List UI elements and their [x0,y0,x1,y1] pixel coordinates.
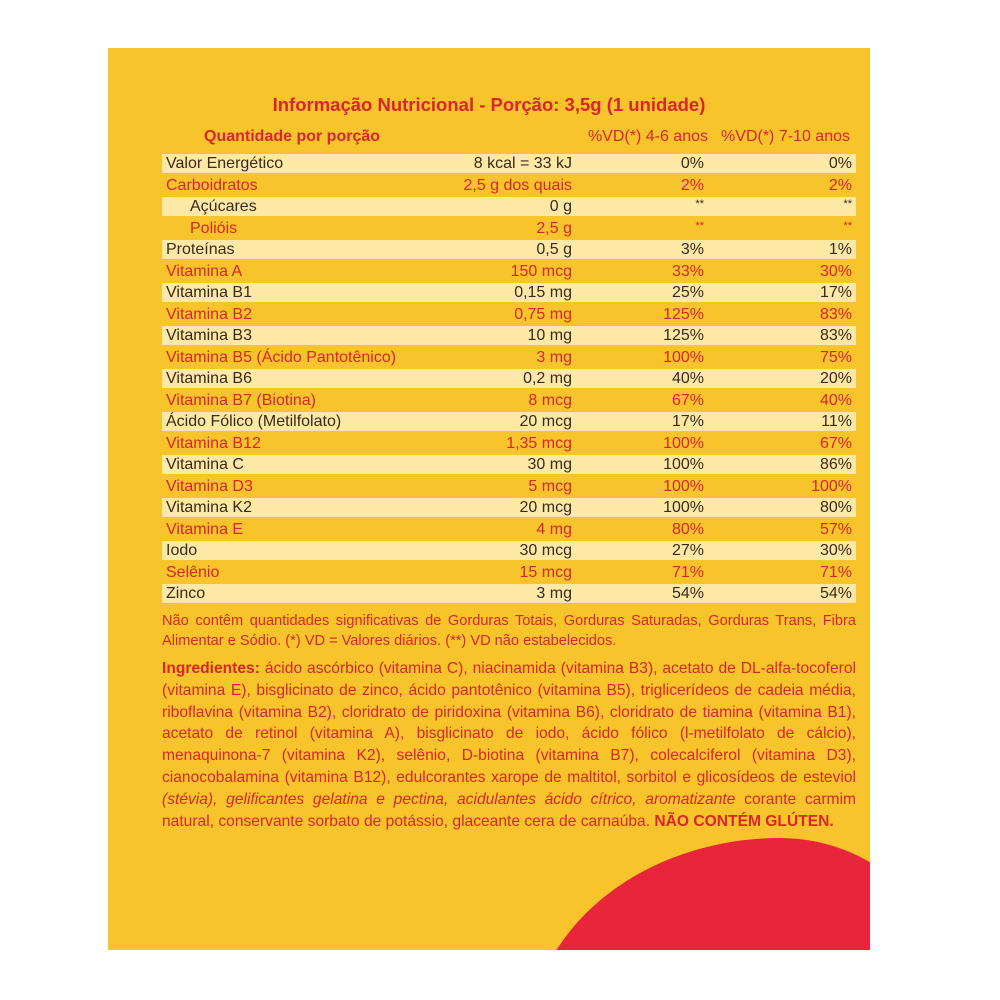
nutrient-quantity: 3 mg [536,585,572,602]
nutrient-quantity: 4 mg [536,520,572,538]
vd-4-6-value: 80% [671,520,704,538]
nutrition-panel [108,48,870,950]
vd-4-6-value: 27% [671,542,704,559]
vd-7-10-value: 11% [821,413,852,430]
table-title: Informação Nutricional - Porção: 3,5g (1 unidade) [272,94,706,115]
nutrient-name: Carboidratos [166,176,258,194]
nutrient-name: Vitamina B7 (Biotina) [166,391,316,409]
table-row [162,153,856,175]
nutrient-name: Vitamina B1 [166,284,252,301]
vd-4-6-value: 67% [671,391,704,409]
vd-4-6-value: 54% [671,585,704,602]
vd-7-10-value: 67% [819,434,852,452]
nutrient-name: Vitamina K2 [166,499,252,516]
table-row [162,282,856,304]
nutrient-name: Açúcares [190,198,257,215]
vd-7-10-value: ** [843,198,852,210]
row-band [162,477,856,496]
table-row [162,519,856,541]
decorative-red-blob [528,838,870,950]
row-band [162,240,856,259]
row-band [162,326,856,345]
header-quantity: Quantidade por porção [204,128,381,145]
nutrient-quantity: 2,5 g [536,219,572,237]
nutrient-name: Vitamina E [166,520,244,538]
vd-7-10-value: 0% [828,155,852,172]
nutrient-quantity: 0,75 mg [514,305,572,323]
vd-4-6-value: 71% [671,563,704,581]
table-row [162,368,856,390]
nutrient-name: Vitamina A [166,262,243,280]
table-row [162,454,856,476]
nutrient-name: Vitamina B5 (Ácido Pantotênico) [166,348,397,366]
vd-4-6-value: 3% [680,241,704,258]
row-band [162,541,856,560]
nutrient-name: Zinco [166,585,206,602]
row-band [162,369,856,388]
table-row [162,325,856,347]
nutrient-quantity: 0,15 mg [514,284,572,301]
nutrient-quantity: 0,2 mg [523,370,572,387]
vd-7-10-value: 54% [819,585,852,602]
table-row [162,583,856,605]
nutrient-name: Vitamina B6 [166,370,252,387]
nutrient-quantity: 30 mg [527,456,572,473]
gluten-free-notice: NÃO CONTÉM GLÚTEN. [654,812,834,830]
nutrient-name: Vitamina C [166,456,244,473]
nutrient-quantity: 0 g [549,198,572,215]
nutrient-quantity: 10 mg [527,327,572,344]
ingredients-body-2: corante carmim natural, conservante sorbato de potássio, glaceante cera de carnaúba. [162,790,856,830]
vd-7-10-value: 71% [819,563,852,581]
vd-4-6-value: 25% [671,284,704,301]
vd-7-10-value: 40% [819,391,852,409]
table-row [162,540,856,562]
nutrient-quantity: 2,5 g dos quais [463,176,572,194]
nutrient-quantity: 8 kcal = 33 kJ [473,155,572,172]
nutrient-name: Proteínas [166,241,235,258]
vd-4-6-value: 125% [663,327,704,344]
nutrient-quantity: 5 mcg [528,477,572,495]
row-band [162,283,856,302]
nutrient-quantity: 3 mg [536,348,572,366]
ingredients-label: Ingredientes: [162,660,260,677]
nutrition-table [162,153,856,605]
nutrient-quantity: 150 mcg [510,262,572,280]
nutrient-quantity: 8 mcg [528,391,572,409]
vd-7-10-value: 80% [819,499,852,516]
vd-4-6-value: 17% [671,413,704,430]
row-band [162,563,856,582]
nutrient-name: Ácido Fólico (Metilfolato) [166,413,342,430]
table-row [162,196,856,218]
nutrient-name: Valor Energético [166,155,284,172]
table-row [162,433,856,455]
nutrient-quantity: 20 mcg [519,413,572,430]
row-band [162,498,856,517]
nutrient-quantity: 20 mcg [519,499,572,516]
nutrient-name: Vitamina B12 [166,434,261,452]
vd-4-6-value: ** [695,198,704,210]
table-row [162,304,856,326]
row-band [162,520,856,539]
row-band [162,262,856,281]
table-row [162,497,856,519]
vd-4-6-value: 0% [680,155,704,172]
vd-7-10-value: ** [843,219,852,232]
table-row [162,175,856,197]
vd-7-10-value: 83% [819,305,852,323]
vd-7-10-value: 30% [819,262,852,280]
nutrient-name: Selênio [166,563,220,581]
vd-7-10-value: 20% [819,370,852,387]
row-band [162,584,856,603]
nutrient-name: Iodo [166,542,198,559]
vd-4-6-value: 33% [671,262,704,280]
vd-4-6-value: 40% [671,370,704,387]
table-row [162,261,856,283]
table-row [162,390,856,412]
vd-7-10-value: 30% [819,542,852,559]
vd-7-10-value: 2% [828,176,852,194]
vd-4-6-value: 100% [663,434,704,452]
vd-4-6-value: 125% [663,305,704,323]
vd-7-10-value: 75% [819,348,852,366]
nutrient-quantity: 0,5 g [536,241,572,258]
nutrient-name: Vitamina D3 [166,477,253,495]
nutrient-quantity: 1,35 mcg [506,434,572,452]
vd-4-6-value: ** [695,219,704,232]
vd-4-6-value: 100% [663,477,704,495]
header-vd-7-10: %VD(*) 7-10 anos [721,128,850,145]
vd-7-10-value: 1% [828,241,852,258]
vd-4-6-value: 100% [663,456,704,473]
ingredients-body: ácido ascórbico (vitamina C), niacinamida (vitamina B3), acetato de DL-alfa-tocoferol (vitamina E), bisglicinato de zinco, ácido pantotênico (vitamina B5), triglicerídeos de cadeia média, riboflavina (vitamina B2), cloridrato de piridoxina (vitamina B6), cloridrato de tiamina (vitamina B1), acetato de retinol (vitamina A), bisglicinato de iodo, ácido fólico (l-metilfolato de cálcio), menaquinona-7 (vitamina K2), selênio, D-biotina (vitamina B7), colecalciferol (vitamina D3), cianocobalamina (vitamina B12), edulcorantes xarope de maltitol, sorbitol e glicosídeos de esteviol [162,660,856,786]
table-row [162,218,856,240]
vd-4-6-value: 100% [663,348,704,366]
table-row [162,476,856,498]
ingredients-italic: (stévia), gelificantes gelatina e pectina, acidulantes ácido cítrico, aromatizante [162,790,736,808]
row-band [162,197,856,216]
footnote: Não contêm quantidades significativas de Gorduras Totais, Gorduras Saturadas, Gorduras Trans, Fibra Alimentar e Sódio. (*) VD = Valores diários. (**) VD não estabelecidos. [162,613,856,649]
vd-7-10-value: 86% [819,456,852,473]
nutrient-name: Vitamina B3 [166,327,252,344]
vd-7-10-value: 57% [819,520,852,538]
vd-7-10-value: 100% [811,477,852,495]
vd-7-10-value: 17% [819,284,852,301]
table-row [162,347,856,369]
row-band [162,455,856,474]
row-band [162,305,856,324]
ingredients-text [162,658,856,832]
table-row [162,239,856,261]
vd-7-10-value: 83% [819,327,852,344]
nutrient-quantity: 30 mcg [519,542,572,559]
nutrient-name: Polióis [190,219,238,237]
nutrient-name: Vitamina B2 [166,305,252,323]
table-row [162,562,856,584]
row-band [162,219,856,238]
vd-4-6-value: 100% [663,499,704,516]
header-vd-4-6: %VD(*) 4-6 anos [587,128,708,145]
table-row [162,411,856,433]
vd-4-6-value: 2% [680,176,704,194]
nutrient-quantity: 15 mcg [519,563,572,581]
